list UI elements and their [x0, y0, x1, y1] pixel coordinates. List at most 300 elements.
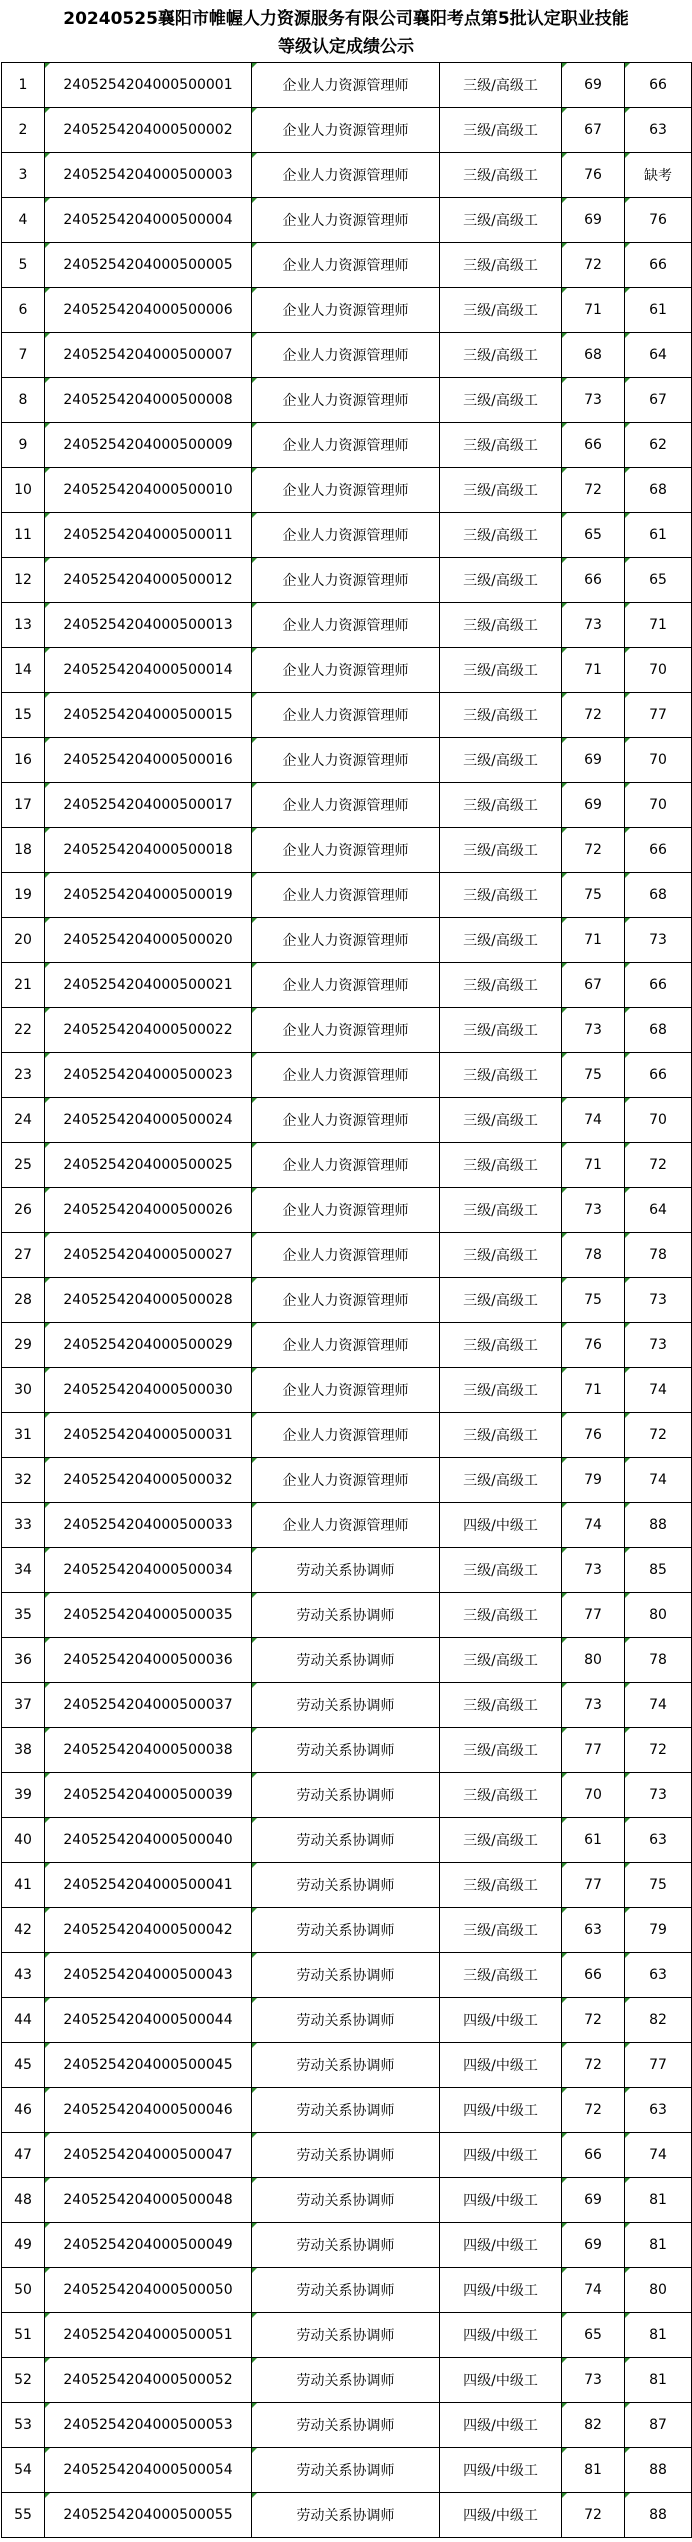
occupation-cell: 劳动关系协调师	[252, 2133, 440, 2178]
occupation-cell: 企业人力资源管理师	[252, 1503, 440, 1548]
table-row	[2, 243, 692, 288]
occupation-cell: 企业人力资源管理师	[252, 1323, 440, 1368]
ticket-number-cell: 2405254204000500022	[45, 1008, 252, 1053]
skill-score-cell: 缺考	[625, 153, 692, 198]
skill-score-cell: 73	[625, 918, 692, 963]
table-row	[2, 1818, 692, 1863]
skill-score-cell: 82	[625, 1998, 692, 2043]
table-row	[2, 1773, 692, 1818]
skill-score-cell: 80	[625, 2268, 692, 2313]
theory-score-cell: 71	[562, 1368, 625, 1413]
theory-score-cell: 71	[562, 288, 625, 333]
row-number-cell: 14	[2, 648, 45, 693]
occupation-cell: 企业人力资源管理师	[252, 1053, 440, 1098]
level-cell: 三级/高级工	[440, 1278, 562, 1323]
theory-score-cell: 71	[562, 918, 625, 963]
skill-score-cell: 66	[625, 1053, 692, 1098]
skill-score-cell: 74	[625, 2133, 692, 2178]
occupation-cell: 企业人力资源管理师	[252, 333, 440, 378]
occupation-cell: 企业人力资源管理师	[252, 378, 440, 423]
table-row	[2, 1323, 692, 1368]
table-row	[2, 2088, 692, 2133]
level-cell: 三级/高级工	[440, 513, 562, 558]
level-cell: 三级/高级工	[440, 1638, 562, 1683]
theory-score-cell: 66	[562, 2133, 625, 2178]
table-row	[2, 1278, 692, 1323]
level-cell: 四级/中级工	[440, 1998, 562, 2043]
occupation-cell: 企业人力资源管理师	[252, 693, 440, 738]
level-cell: 四级/中级工	[440, 2493, 562, 2538]
table-row	[2, 693, 692, 738]
level-cell: 三级/高级工	[440, 288, 562, 333]
level-cell: 四级/中级工	[440, 2358, 562, 2403]
ticket-number-cell: 2405254204000500018	[45, 828, 252, 873]
theory-score-cell: 74	[562, 1098, 625, 1143]
skill-score-cell: 68	[625, 1008, 692, 1053]
occupation-cell: 企业人力资源管理师	[252, 648, 440, 693]
theory-score-cell: 73	[562, 1548, 625, 1593]
theory-score-cell: 73	[562, 1683, 625, 1728]
theory-score-cell: 67	[562, 963, 625, 1008]
table-row	[2, 2223, 692, 2268]
theory-score-cell: 72	[562, 2043, 625, 2088]
skill-score-cell: 63	[625, 1953, 692, 1998]
row-number-cell: 28	[2, 1278, 45, 1323]
theory-score-cell: 71	[562, 1143, 625, 1188]
ticket-number-cell: 2405254204000500001	[45, 63, 252, 108]
row-number-cell: 25	[2, 1143, 45, 1188]
level-cell: 四级/中级工	[440, 2448, 562, 2493]
theory-score-cell: 69	[562, 2223, 625, 2268]
table-row	[2, 1053, 692, 1098]
table-row	[2, 738, 692, 783]
ticket-number-cell: 2405254204000500027	[45, 1233, 252, 1278]
theory-score-cell: 75	[562, 873, 625, 918]
table-row	[2, 1188, 692, 1233]
level-cell: 三级/高级工	[440, 1098, 562, 1143]
row-number-cell: 35	[2, 1593, 45, 1638]
ticket-number-cell: 2405254204000500038	[45, 1728, 252, 1773]
occupation-cell: 企业人力资源管理师	[252, 963, 440, 1008]
theory-score-cell: 72	[562, 1998, 625, 2043]
table-row	[2, 1998, 692, 2043]
level-cell: 三级/高级工	[440, 1863, 562, 1908]
theory-score-cell: 65	[562, 2313, 625, 2358]
level-cell: 三级/高级工	[440, 558, 562, 603]
row-number-cell: 15	[2, 693, 45, 738]
level-cell: 三级/高级工	[440, 1953, 562, 1998]
occupation-cell: 劳动关系协调师	[252, 1638, 440, 1683]
theory-score-cell: 63	[562, 1908, 625, 1953]
theory-score-cell: 82	[562, 2403, 625, 2448]
table-row	[2, 333, 692, 378]
level-cell: 三级/高级工	[440, 963, 562, 1008]
table-row	[2, 2268, 692, 2313]
occupation-cell: 劳动关系协调师	[252, 1548, 440, 1593]
occupation-cell: 企业人力资源管理师	[252, 873, 440, 918]
theory-score-cell: 69	[562, 738, 625, 783]
row-number-cell: 24	[2, 1098, 45, 1143]
results-table	[1, 62, 692, 2538]
table-row	[2, 1233, 692, 1278]
table-row	[2, 1368, 692, 1413]
row-number-cell: 29	[2, 1323, 45, 1368]
table-row	[2, 1458, 692, 1503]
level-cell: 三级/高级工	[440, 918, 562, 963]
table-row	[2, 828, 692, 873]
theory-score-cell: 75	[562, 1053, 625, 1098]
skill-score-cell: 87	[625, 2403, 692, 2448]
table-row	[2, 63, 692, 108]
level-cell: 三级/高级工	[440, 1683, 562, 1728]
theory-score-cell: 66	[562, 558, 625, 603]
table-row	[2, 873, 692, 918]
row-number-cell: 8	[2, 378, 45, 423]
ticket-number-cell: 2405254204000500037	[45, 1683, 252, 1728]
theory-score-cell: 72	[562, 468, 625, 513]
table-row	[2, 513, 692, 558]
row-number-cell: 3	[2, 153, 45, 198]
row-number-cell: 7	[2, 333, 45, 378]
table-row	[2, 2133, 692, 2178]
skill-score-cell: 78	[625, 1638, 692, 1683]
theory-score-cell: 74	[562, 1503, 625, 1548]
theory-score-cell: 76	[562, 1413, 625, 1458]
skill-score-cell: 64	[625, 1188, 692, 1233]
results-table-body	[2, 63, 692, 2538]
occupation-cell: 劳动关系协调师	[252, 2358, 440, 2403]
table-row	[2, 648, 692, 693]
ticket-number-cell: 2405254204000500035	[45, 1593, 252, 1638]
level-cell: 三级/高级工	[440, 828, 562, 873]
occupation-cell: 劳动关系协调师	[252, 2088, 440, 2133]
skill-score-cell: 63	[625, 1818, 692, 1863]
theory-score-cell: 77	[562, 1728, 625, 1773]
skill-score-cell: 74	[625, 1683, 692, 1728]
theory-score-cell: 66	[562, 423, 625, 468]
ticket-number-cell: 2405254204000500036	[45, 1638, 252, 1683]
skill-score-cell: 81	[625, 2313, 692, 2358]
ticket-number-cell: 2405254204000500028	[45, 1278, 252, 1323]
row-number-cell: 43	[2, 1953, 45, 1998]
skill-score-cell: 80	[625, 1593, 692, 1638]
skill-score-cell: 68	[625, 468, 692, 513]
table-row	[2, 1593, 692, 1638]
table-row	[2, 423, 692, 468]
level-cell: 三级/高级工	[440, 243, 562, 288]
ticket-number-cell: 2405254204000500050	[45, 2268, 252, 2313]
row-number-cell: 19	[2, 873, 45, 918]
level-cell: 三级/高级工	[440, 1908, 562, 1953]
table-row	[2, 468, 692, 513]
skill-score-cell: 73	[625, 1773, 692, 1818]
level-cell: 三级/高级工	[440, 1323, 562, 1368]
skill-score-cell: 70	[625, 648, 692, 693]
skill-score-cell: 74	[625, 1368, 692, 1413]
ticket-number-cell: 2405254204000500030	[45, 1368, 252, 1413]
skill-score-cell: 70	[625, 738, 692, 783]
skill-score-cell: 74	[625, 1458, 692, 1503]
row-number-cell: 2	[2, 108, 45, 153]
table-row	[2, 2448, 692, 2493]
theory-score-cell: 73	[562, 378, 625, 423]
table-row	[2, 1683, 692, 1728]
row-number-cell: 46	[2, 2088, 45, 2133]
title-line-1: 20240525襄阳市帷幄人力资源服务有限公司襄阳考点第5批认定职业技能	[63, 9, 629, 29]
occupation-cell: 企业人力资源管理师	[252, 738, 440, 783]
occupation-cell: 企业人力资源管理师	[252, 153, 440, 198]
occupation-cell: 企业人力资源管理师	[252, 603, 440, 648]
title-line-2: 等级认定成绩公示	[278, 37, 414, 57]
ticket-number-cell: 2405254204000500021	[45, 963, 252, 1008]
ticket-number-cell: 2405254204000500020	[45, 918, 252, 963]
row-number-cell: 33	[2, 1503, 45, 1548]
level-cell: 三级/高级工	[440, 333, 562, 378]
level-cell: 四级/中级工	[440, 2043, 562, 2088]
level-cell: 三级/高级工	[440, 1548, 562, 1593]
ticket-number-cell: 2405254204000500016	[45, 738, 252, 783]
level-cell: 四级/中级工	[440, 2313, 562, 2358]
theory-score-cell: 73	[562, 1188, 625, 1233]
table-row	[2, 558, 692, 603]
row-number-cell: 40	[2, 1818, 45, 1863]
table-row	[2, 2403, 692, 2448]
occupation-cell: 劳动关系协调师	[252, 2178, 440, 2223]
skill-score-cell: 66	[625, 828, 692, 873]
occupation-cell: 劳动关系协调师	[252, 1863, 440, 1908]
theory-score-cell: 72	[562, 828, 625, 873]
ticket-number-cell: 2405254204000500041	[45, 1863, 252, 1908]
theory-score-cell: 69	[562, 783, 625, 828]
theory-score-cell: 66	[562, 1953, 625, 1998]
level-cell: 四级/中级工	[440, 2268, 562, 2313]
table-row	[2, 1863, 692, 1908]
table-row	[2, 2043, 692, 2088]
row-number-cell: 17	[2, 783, 45, 828]
theory-score-cell: 65	[562, 513, 625, 558]
table-row	[2, 1098, 692, 1143]
level-cell: 四级/中级工	[440, 2133, 562, 2178]
level-cell: 三级/高级工	[440, 873, 562, 918]
theory-score-cell: 69	[562, 2178, 625, 2223]
row-number-cell: 55	[2, 2493, 45, 2538]
row-number-cell: 49	[2, 2223, 45, 2268]
occupation-cell: 企业人力资源管理师	[252, 828, 440, 873]
row-number-cell: 23	[2, 1053, 45, 1098]
row-number-cell: 45	[2, 2043, 45, 2088]
row-number-cell: 18	[2, 828, 45, 873]
table-row	[2, 1008, 692, 1053]
skill-score-cell: 71	[625, 603, 692, 648]
page-title	[0, 0, 692, 62]
row-number-cell: 48	[2, 2178, 45, 2223]
skill-score-cell: 88	[625, 1503, 692, 1548]
row-number-cell: 10	[2, 468, 45, 513]
table-row	[2, 1548, 692, 1593]
occupation-cell: 企业人力资源管理师	[252, 198, 440, 243]
row-number-cell: 50	[2, 2268, 45, 2313]
level-cell: 四级/中级工	[440, 2178, 562, 2223]
ticket-number-cell: 2405254204000500008	[45, 378, 252, 423]
skill-score-cell: 77	[625, 2043, 692, 2088]
skill-score-cell: 65	[625, 558, 692, 603]
theory-score-cell: 70	[562, 1773, 625, 1818]
occupation-cell: 企业人力资源管理师	[252, 1188, 440, 1233]
theory-score-cell: 81	[562, 2448, 625, 2493]
row-number-cell: 27	[2, 1233, 45, 1278]
theory-score-cell: 79	[562, 1458, 625, 1503]
theory-score-cell: 74	[562, 2268, 625, 2313]
table-row	[2, 783, 692, 828]
ticket-number-cell: 2405254204000500023	[45, 1053, 252, 1098]
row-number-cell: 42	[2, 1908, 45, 1953]
table-row	[2, 378, 692, 423]
theory-score-cell: 75	[562, 1278, 625, 1323]
table-row	[2, 288, 692, 333]
theory-score-cell: 71	[562, 648, 625, 693]
level-cell: 四级/中级工	[440, 2403, 562, 2448]
level-cell: 三级/高级工	[440, 1188, 562, 1233]
theory-score-cell: 78	[562, 1233, 625, 1278]
row-number-cell: 21	[2, 963, 45, 1008]
skill-score-cell: 66	[625, 63, 692, 108]
occupation-cell: 企业人力资源管理师	[252, 1098, 440, 1143]
row-number-cell: 4	[2, 198, 45, 243]
ticket-number-cell: 2405254204000500031	[45, 1413, 252, 1458]
theory-score-cell: 73	[562, 1008, 625, 1053]
occupation-cell: 劳动关系协调师	[252, 1683, 440, 1728]
table-row	[2, 1908, 692, 1953]
skill-score-cell: 63	[625, 2088, 692, 2133]
level-cell: 三级/高级工	[440, 1053, 562, 1098]
occupation-cell: 企业人力资源管理师	[252, 1458, 440, 1503]
row-number-cell: 53	[2, 2403, 45, 2448]
skill-score-cell: 79	[625, 1908, 692, 1953]
occupation-cell: 企业人力资源管理师	[252, 1413, 440, 1458]
skill-score-cell: 88	[625, 2448, 692, 2493]
occupation-cell: 劳动关系协调师	[252, 2403, 440, 2448]
ticket-number-cell: 2405254204000500006	[45, 288, 252, 333]
skill-score-cell: 61	[625, 513, 692, 558]
level-cell: 三级/高级工	[440, 1233, 562, 1278]
table-row	[2, 1413, 692, 1458]
occupation-cell: 劳动关系协调师	[252, 1728, 440, 1773]
ticket-number-cell: 2405254204000500014	[45, 648, 252, 693]
table-row	[2, 153, 692, 198]
level-cell: 三级/高级工	[440, 738, 562, 783]
row-number-cell: 1	[2, 63, 45, 108]
row-number-cell: 37	[2, 1683, 45, 1728]
skill-score-cell: 72	[625, 1143, 692, 1188]
theory-score-cell: 73	[562, 2358, 625, 2403]
skill-score-cell: 81	[625, 2178, 692, 2223]
skill-score-cell: 70	[625, 783, 692, 828]
row-number-cell: 34	[2, 1548, 45, 1593]
skill-score-cell: 67	[625, 378, 692, 423]
ticket-number-cell: 2405254204000500032	[45, 1458, 252, 1503]
theory-score-cell: 68	[562, 333, 625, 378]
level-cell: 三级/高级工	[440, 108, 562, 153]
ticket-number-cell: 2405254204000500048	[45, 2178, 252, 2223]
occupation-cell: 劳动关系协调师	[252, 2268, 440, 2313]
occupation-cell: 劳动关系协调师	[252, 2448, 440, 2493]
row-number-cell: 16	[2, 738, 45, 783]
ticket-number-cell: 2405254204000500033	[45, 1503, 252, 1548]
row-number-cell: 44	[2, 1998, 45, 2043]
ticket-number-cell: 2405254204000500024	[45, 1098, 252, 1143]
theory-score-cell: 73	[562, 603, 625, 648]
row-number-cell: 52	[2, 2358, 45, 2403]
ticket-number-cell: 2405254204000500051	[45, 2313, 252, 2358]
skill-score-cell: 63	[625, 108, 692, 153]
occupation-cell: 劳动关系协调师	[252, 2223, 440, 2268]
occupation-cell: 企业人力资源管理师	[252, 63, 440, 108]
row-number-cell: 11	[2, 513, 45, 558]
theory-score-cell: 72	[562, 243, 625, 288]
ticket-number-cell: 2405254204000500040	[45, 1818, 252, 1863]
skill-score-cell: 75	[625, 1863, 692, 1908]
ticket-number-cell: 2405254204000500047	[45, 2133, 252, 2178]
table-row	[2, 1503, 692, 1548]
skill-score-cell: 64	[625, 333, 692, 378]
ticket-number-cell: 2405254204000500004	[45, 198, 252, 243]
occupation-cell: 企业人力资源管理师	[252, 243, 440, 288]
ticket-number-cell: 2405254204000500053	[45, 2403, 252, 2448]
ticket-number-cell: 2405254204000500015	[45, 693, 252, 738]
level-cell: 四级/中级工	[440, 1503, 562, 1548]
theory-score-cell: 69	[562, 198, 625, 243]
level-cell: 四级/中级工	[440, 2088, 562, 2133]
level-cell: 四级/中级工	[440, 2223, 562, 2268]
ticket-number-cell: 2405254204000500012	[45, 558, 252, 603]
ticket-number-cell: 2405254204000500002	[45, 108, 252, 153]
ticket-number-cell: 2405254204000500045	[45, 2043, 252, 2088]
level-cell: 三级/高级工	[440, 423, 562, 468]
table-row	[2, 108, 692, 153]
skill-score-cell: 77	[625, 693, 692, 738]
row-number-cell: 9	[2, 423, 45, 468]
ticket-number-cell: 2405254204000500034	[45, 1548, 252, 1593]
skill-score-cell: 81	[625, 2358, 692, 2403]
skill-score-cell: 62	[625, 423, 692, 468]
skill-score-cell: 73	[625, 1323, 692, 1368]
row-number-cell: 6	[2, 288, 45, 333]
level-cell: 三级/高级工	[440, 1728, 562, 1773]
ticket-number-cell: 2405254204000500026	[45, 1188, 252, 1233]
skill-score-cell: 88	[625, 2493, 692, 2538]
occupation-cell: 企业人力资源管理师	[252, 513, 440, 558]
level-cell: 三级/高级工	[440, 603, 562, 648]
level-cell: 三级/高级工	[440, 1593, 562, 1638]
theory-score-cell: 72	[562, 2493, 625, 2538]
occupation-cell: 企业人力资源管理师	[252, 1008, 440, 1053]
table-row	[2, 2358, 692, 2403]
ticket-number-cell: 2405254204000500052	[45, 2358, 252, 2403]
theory-score-cell: 69	[562, 63, 625, 108]
row-number-cell: 20	[2, 918, 45, 963]
table-row	[2, 1728, 692, 1773]
skill-score-cell: 85	[625, 1548, 692, 1593]
row-number-cell: 5	[2, 243, 45, 288]
skill-score-cell: 66	[625, 963, 692, 1008]
skill-score-cell: 76	[625, 198, 692, 243]
occupation-cell: 企业人力资源管理师	[252, 558, 440, 603]
occupation-cell: 企业人力资源管理师	[252, 1143, 440, 1188]
row-number-cell: 22	[2, 1008, 45, 1053]
level-cell: 三级/高级工	[440, 783, 562, 828]
row-number-cell: 32	[2, 1458, 45, 1503]
row-number-cell: 39	[2, 1773, 45, 1818]
